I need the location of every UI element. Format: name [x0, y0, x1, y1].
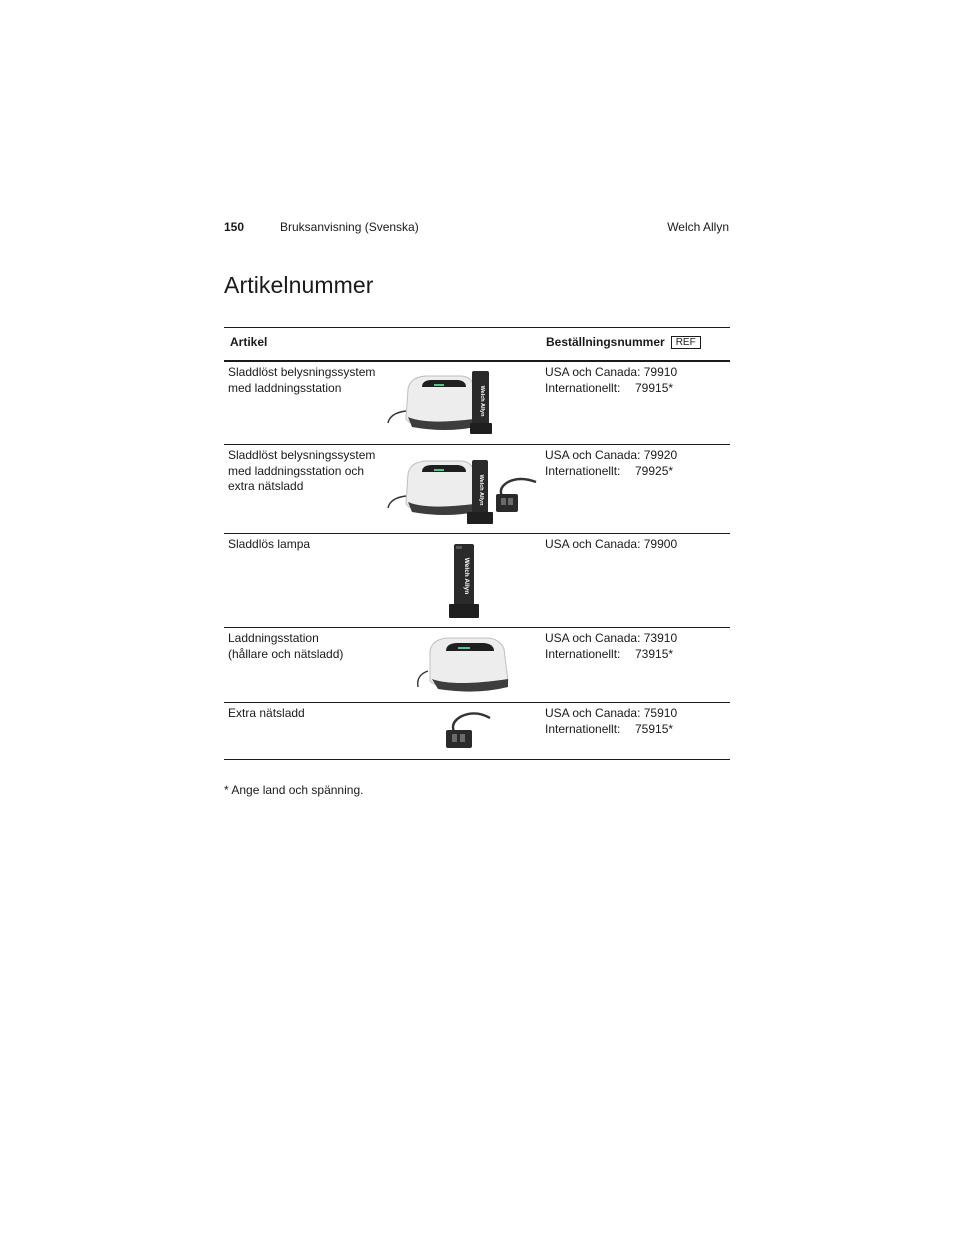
table-row: [224, 533, 730, 627]
order-usa: USA och Canada: 75910: [545, 706, 678, 720]
order-usa: USA och Canada: 79920: [545, 448, 678, 462]
charging-station-icon: [414, 633, 514, 697]
order-numbers: [545, 365, 677, 396]
article-name: Sladdlös lampa: [228, 537, 311, 551]
light-logo: Welch Allyn: [463, 557, 470, 595]
order-numbers: [545, 537, 677, 553]
page-number: 150: [224, 220, 245, 234]
document-title: Bruksanvisning (Svenska): [280, 220, 419, 234]
order-international: Internationellt: 79925*: [545, 463, 674, 478]
table-row: [224, 627, 730, 702]
article-name: Sladdlöst belysningssystem med laddningsstation och extra nätsladd: [228, 448, 376, 493]
article-table: [224, 327, 730, 760]
page-title: Artikelnummer: [224, 272, 374, 298]
order-numbers: [545, 631, 677, 662]
table-row: [224, 444, 730, 533]
page-header: [224, 220, 729, 238]
order-usa: USA och Canada: 73910: [545, 631, 678, 645]
column-header-order: [546, 335, 701, 349]
brand-name: Welch Allyn: [667, 220, 729, 234]
column-header-order-label: Beställningsnummer: [546, 335, 665, 349]
table-header: [224, 328, 730, 361]
ref-symbol: REF: [671, 336, 701, 349]
column-header-article: Artikel: [230, 335, 268, 349]
order-numbers: [545, 706, 677, 737]
light-logo: Welch Allyn: [478, 474, 484, 506]
charger-light-and-cord-icon: [386, 450, 538, 528]
article-name: Extra nätsladd: [228, 706, 305, 720]
light-logo: Welch Allyn: [479, 385, 485, 417]
order-international: Internationellt: 73915*: [545, 646, 674, 661]
power-cord-icon: [442, 708, 492, 754]
order-international: Internationellt: 79915*: [545, 380, 674, 395]
table-row: [224, 361, 730, 444]
table-row: [224, 702, 730, 759]
article-name: Laddningsstation (hållare och nätsladd): [228, 631, 344, 661]
order-usa: USA och Canada: 79900: [545, 537, 678, 551]
order-international: Internationellt: 75915*: [545, 721, 674, 736]
charger-with-light-icon: [386, 367, 536, 439]
cordless-light-icon: [444, 542, 484, 622]
article-name: Sladdlöst belysningssystem med laddningsstation: [228, 365, 376, 395]
footnote: * Ange land och spänning.: [224, 783, 364, 797]
order-numbers: [545, 448, 677, 479]
order-usa: USA och Canada: 79910: [545, 365, 678, 379]
